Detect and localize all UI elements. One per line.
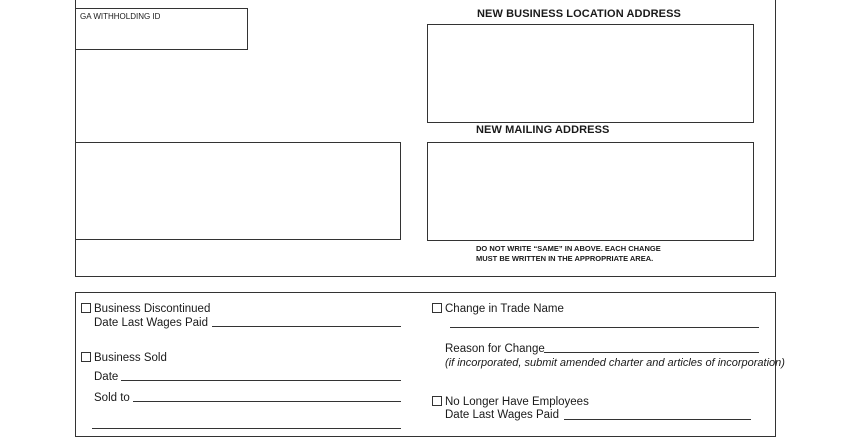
- business-sold-checkbox[interactable]: [81, 352, 91, 362]
- sold-to-label: Sold to: [94, 392, 130, 404]
- withholding-id-label: GA WITHHOLDING ID: [80, 12, 161, 21]
- location-address-field[interactable]: [427, 24, 754, 123]
- date-last-wages-line[interactable]: [212, 326, 401, 327]
- date-last-wages-label: Date Last Wages Paid: [94, 317, 208, 329]
- sold-to-line-2[interactable]: [92, 428, 401, 429]
- business-sold-label: Business Sold: [94, 352, 167, 364]
- change-trade-name-label: Change in Trade Name: [445, 303, 564, 315]
- business-discontinued-option: [81, 303, 210, 315]
- business-name-field[interactable]: [75, 142, 401, 240]
- change-trade-name-option: [432, 303, 564, 315]
- no-longer-employees-option: [432, 396, 589, 408]
- instruction-note-line1: DO NOT WRITE “SAME” IN ABOVE. EACH CHANGE: [476, 244, 661, 253]
- sold-date-line[interactable]: [121, 380, 401, 381]
- business-discontinued-label: Business Discontinued: [94, 303, 211, 315]
- date-last-wages-line-2[interactable]: [564, 419, 751, 420]
- withholding-id-field[interactable]: [75, 8, 248, 50]
- date-last-wages-label-2: Date Last Wages Paid: [445, 409, 559, 421]
- instruction-note-line2: MUST BE WRITTEN IN THE APPROPRIATE AREA.: [476, 254, 654, 263]
- sold-to-line[interactable]: [133, 401, 401, 402]
- no-longer-employees-checkbox[interactable]: [432, 396, 442, 406]
- no-longer-employees-label: No Longer Have Employees: [445, 396, 589, 408]
- change-trade-name-checkbox[interactable]: [432, 303, 442, 313]
- mailing-address-heading: NEW MAILING ADDRESS: [476, 124, 610, 136]
- instruction-note: [476, 244, 661, 264]
- business-sold-option: [81, 352, 167, 364]
- trade-name-line[interactable]: [450, 327, 759, 328]
- mailing-address-field[interactable]: [427, 142, 754, 241]
- business-discontinued-checkbox[interactable]: [81, 303, 91, 313]
- reason-note: (if incorporated, submit amended charter and articles of incorporation): [445, 357, 785, 369]
- reason-for-change-line[interactable]: [544, 352, 759, 353]
- reason-for-change-label: Reason for Change: [445, 343, 545, 355]
- location-address-heading: NEW BUSINESS LOCATION ADDRESS: [477, 8, 681, 20]
- sold-date-label: Date: [94, 371, 119, 383]
